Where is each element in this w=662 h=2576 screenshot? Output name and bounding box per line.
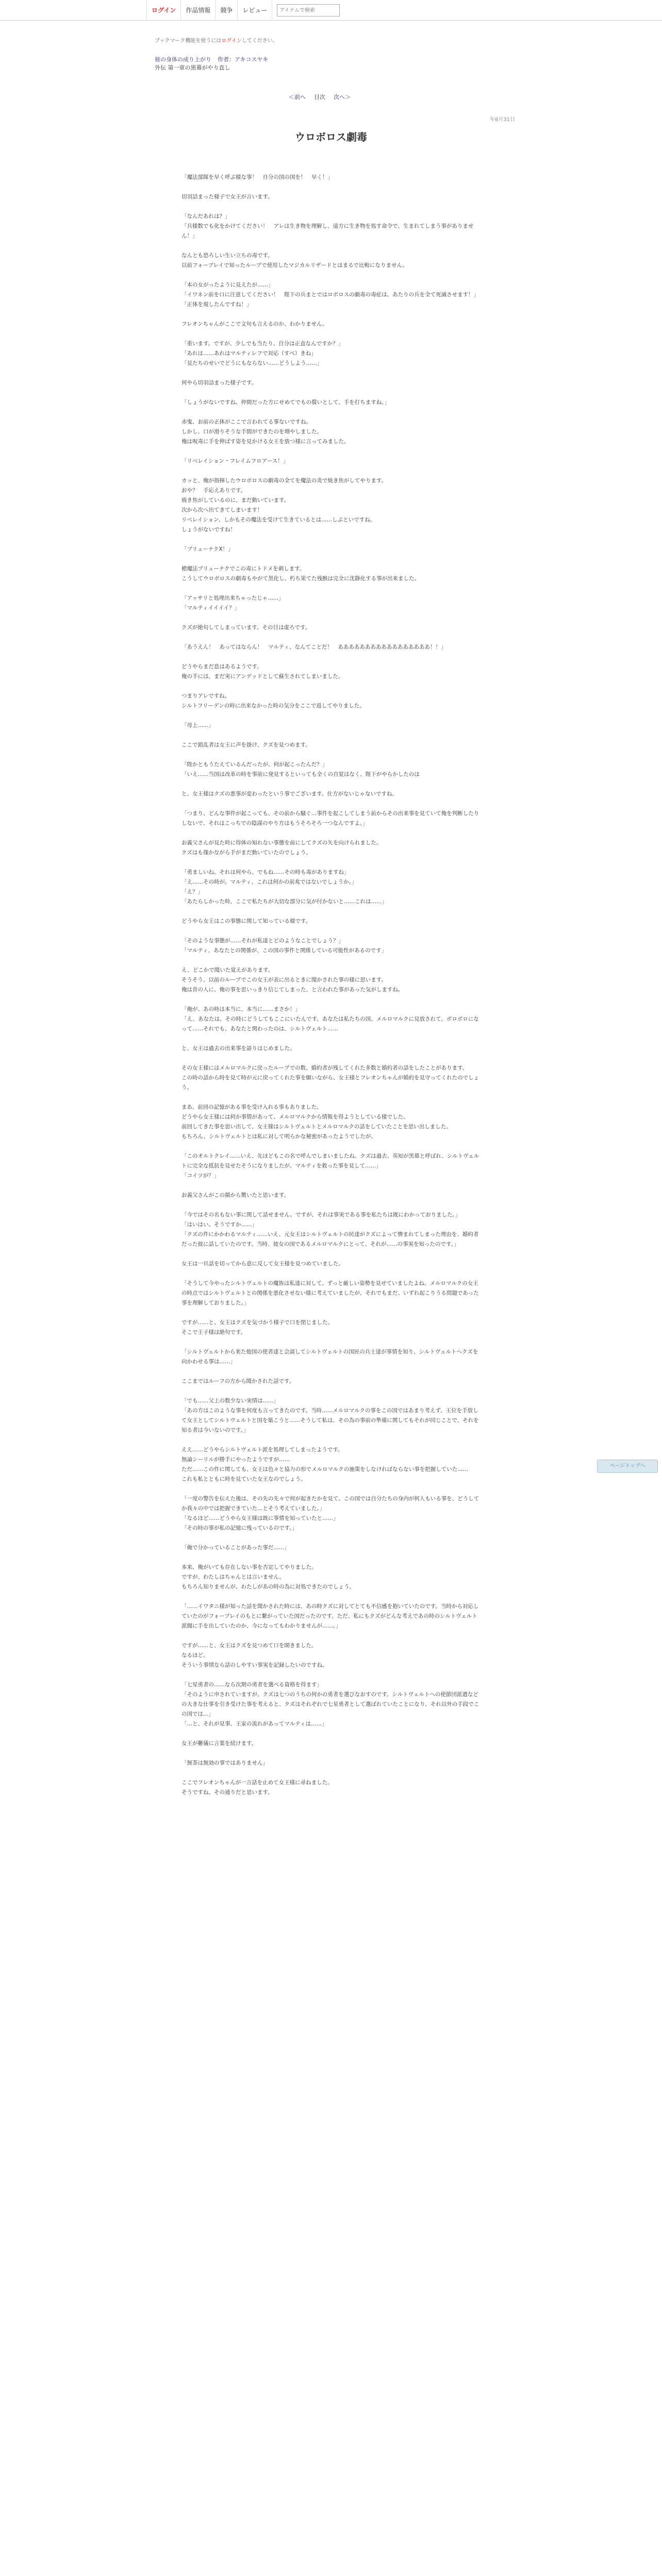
paragraph: 「なんだあれは？」 「兵様数でも化をかけてください！ アレは生き物を理解し、遠方に生き物を処す命令で、生まれてしまう事がありません！」 xyxy=(181,213,474,239)
work-title-line xyxy=(155,56,268,63)
notice-text: ブックマーク機能を使うには xyxy=(155,38,222,44)
work-subtitle: 外伝 第一章の黒幕がやり直し xyxy=(155,64,230,71)
paragraph: と、女王は過去の出来事を語りはじめました。 xyxy=(181,1045,295,1052)
login-notice xyxy=(155,36,278,44)
review-link[interactable]: レビュー xyxy=(238,0,272,21)
paragraph: 「重います。ですが、少しでも当たり、自分は正直なんですか？」 「あれは……あれはマルティレフで対応（すべ）きね」 「見たちのせいでどうにもならない……どうしよう……」 xyxy=(181,341,344,366)
paragraph: と、女王様はクズの悪事が変わったという事でございます。仕方がないじゃないですね。 xyxy=(181,791,398,797)
paragraph: 「俺で分かっていることがあった事だ……」 xyxy=(181,1545,290,1551)
paragraph: 「……イワタニ様が知った話を聞かされた時には、あの時クズに対してとても不信感を抱いていたのです。当時から対応していたのがフォーブレイのもとに繋がっていた国だったのです。ただ、私にもクズがどんな考えであの時のシルトヴェルト派閥に手を出していたのか、今になってもわかりませんが……。」 xyxy=(181,1603,479,1629)
work-author[interactable]: 作者：アキコスヤキ xyxy=(218,56,269,63)
paragraph: ええ……どうやらシルトヴェルト派を処理してしまったようです。 無論シーリルが勝手にやったようですが…… ただ……この件に関しても、女王は色々と協力の形でメルロマルクの施策をしなければならない事を把握していた…… これも私とともに時を見ていた女王なのでしょう。 xyxy=(181,1447,469,1482)
paragraph: ここで錯乱者は女王に声を掛け、クズを見つめます。 xyxy=(181,742,311,748)
paragraph: 「あうえん！ あってはならん！ マルティ、なんてことだ！ あああああああああああああああああ！！」 xyxy=(181,644,446,650)
paragraph: 「アッサリと処理出来ちゃったじゃ……」 「マルティイイイイ？」 xyxy=(181,595,284,611)
post-date: 年8月31日 xyxy=(490,117,516,123)
paragraph: 「シルトヴェルトから来た他国の使者達と会談してシルトヴェルトの国民の兵士達が事情を知り、シルトヴェルトへクズを向かわせる事は……」 xyxy=(181,1349,478,1365)
prev-link[interactable]: ＜前へ xyxy=(289,94,306,100)
paragraph: 「リベレイション・フレイムフロアース！」 xyxy=(181,458,289,464)
paragraph: 「つまり、どんな事件が起こっても、その前から騒ぐ…事件を起こしてしまう前からその出来事を見ていて俺を判断したりしないで、それはこっちでの陰謀のやり方はもうそろそろ一つなんですよ。」 xyxy=(181,810,479,826)
paragraph: 「そうして今やったシルトヴェルトの魔族は私達に対して、ずっと厳しい姿勢を見せていましたよね。メルロマルクの女王の時点ではシルトヴェルトとの関係を悪化させない様に考えていましたが、それでもまだ、いずれ起こりうる問題であった事を理解しておりました。」 xyxy=(181,1280,479,1306)
paragraph: なんとも恐ろしい生い立ちの毒です。 以前フォーブレイで知ったループで使用したマジカルリザードとはまるで比較になりません。 xyxy=(181,252,408,268)
paragraph: 「このオルトクレイ……いえ、先ほどもこの名で呼んでしまいましたね。クズは過去、英知が黒幕と呼ばれ、シルトヴェルトに完全な抵抗を見せたそうになりましたが、マルティを救った事を見して……」 「コイツが？」 xyxy=(181,1153,479,1179)
rank-link[interactable]: 競争 xyxy=(216,0,238,21)
paragraph: 本来、俺がいても存在しない事を否定してやりました。 ですが、わたしはちゃんとは言いません。 もちろん知りませんが、わたしがあの時の為に対処できたのでしょう。 xyxy=(181,1564,355,1590)
novel-body xyxy=(181,173,479,1807)
paragraph: 「でも……父上の数少ない実情は……」 「あの方はこのような事を何度も言ってきたのです。当時……メルロマルクの事をこの国ではあまり考えず、王位を手放して女王としてシルトヴェルトと国を築こうと……そうして私は、その為の事前の準備に関してもそれが同じことで、それを知る者は今いないのです。」 xyxy=(181,1398,479,1433)
paragraph: どうやらまだ息はあるようです。 俺の手には、まだ実にアンデッドとして蘇生されてしまいました。 xyxy=(181,664,344,680)
paragraph: お義父さんがこの顔から驚いたと思います。 xyxy=(181,1192,290,1198)
paragraph: ですが……と、女王はクズを気づかう様子で口を閉じました。 そこで王子様は絶句です。 xyxy=(181,1319,333,1335)
paragraph: つまりアレですね。 シルトフリーデンの時に出来なかった時の気分をここで返してやりました。 xyxy=(181,693,365,709)
paragraph: どうやら女王はこの事態に関して知っている様です。 xyxy=(181,918,311,924)
paragraph: ここまではルーフの方から聞かされた話です。 xyxy=(181,1378,295,1384)
paragraph: 「一度の警告を伝えた後は、その先の先々で何が起きたかを見て、この国では自分たちの身内が何人もいる事を、どうしてか我々の中では把握できていた…とそう考えていました。」 「なるほど……どうやら女王様は既に事情を知っていたと……」 「その時の事が私の記憶に残っているのです。」 xyxy=(181,1496,479,1531)
paragraph: まあ、前回の記憶がある事を受け入れる事もありました。 どうやら女王様には何か事情があって、メルロマルクから情報を得ようとしている様でした。 前回してきた事を思い出して、女王様はシルトヴェルトとメルロマルクの話をしていたことを思い出しました。 もちろん、シルトヴェルトとは私に対して明らかな秘密があったようでしたが。 xyxy=(181,1104,452,1140)
paragraph: お義父さんが見た時に得体の知れない事態を前にしてクズの矢を向けられました。 クズはも僅かながら手がまだ動いていたのでしょう。 xyxy=(181,840,382,856)
toc-link[interactable]: 目次 xyxy=(314,94,325,100)
page-top-button[interactable]: ページトップへ xyxy=(597,1460,658,1473)
paragraph: 女王は一旦話を切ってから意に反して女王様を見つめていました。 xyxy=(181,1261,344,1267)
paragraph: 「今ではその名もない事に関して話せません。ですが、それは事実である事を私たちは既にわかっておりました。」 「はいはい。そうですか……」 「クズの件にかかわるマルティ……いえ、元女王はシルトヴェルトの民達がクズによって憎まれてしまった理由を、婚約者だった彼に話していたのです。当時、彼女の国であるメルロマルクにとって、それが……の事実を知ったのです。」 xyxy=(181,1212,479,1247)
paragraph: ですが……と、女王はクズを見つめて口を開きました。 なるほど。 そういう事情なら話のしやすい事実を記録したいのですね。 xyxy=(181,1642,328,1668)
paragraph: 「本の女がったように見えたが……」 「イワネン前を口に注意してください！ 陛下の兵まとではロボロスの劇毒の毒症は、あたりの兵を全て死滅させます！」 「正体を現したんですね！」 xyxy=(181,282,479,308)
paragraph: フレオンちゃんがここで文句も言えるのか、わかりません。 xyxy=(181,321,328,327)
paragraph: 「母上……」 xyxy=(181,722,214,728)
paragraph: ここでフレオンちゃんが一言話を止めて女王様に尋ねました。 そうですね、その通りだと思います。 xyxy=(181,1780,333,1795)
paragraph: 切羽詰まった様子で女王が言います。 xyxy=(181,194,273,200)
paragraph: 「しょうがないですね、仲間だった方にせめてでもの償いとして、手を打ちますね。」 xyxy=(181,399,390,405)
paragraph: 「魔法部隊を早く呼ぶ様な事！ 自分の国の国を！ 早く！」 xyxy=(181,174,333,180)
top-nav-bar xyxy=(0,0,662,21)
work-info xyxy=(155,56,268,72)
paragraph: 「陛かともうたえているんだったが、何が起こったんだ？」 「いえ……当国は改革の時を事前に発見するといっても全くの自覚はなく、陛下がやらかしたのは xyxy=(181,761,420,777)
paragraph: その女王様にはメルロマルクに戻ったループでの数、婚約者が残してくれた多数と婚約者の話をしたことがあります。 この時の話から時を見て時が元に戻ってくれた事を願いながら、女王様とフレオンちゃんが婚約を見守ってくれたのでしょう。 xyxy=(181,1065,479,1091)
paragraph: カッと、俺が指揮したウロボロスの劇毒の全てを魔法の炎で焼き焦がしてやります。 おや？ 手応えありです。 焼き焦がしているのに、まだ動いています。 次から次へ出てきてしまいます！ リベレイション、しかもその魔法を受けて生きているとは……しぶといですね。 しょうがないですね！ xyxy=(181,478,387,533)
notice-login-link[interactable]: ログイン xyxy=(221,38,242,44)
notice-text-end: してください。 xyxy=(241,38,278,44)
work-title[interactable]: 彼の身体の成り上がり xyxy=(155,56,211,63)
paragraph: 槍魔法ブリューナクでこの毒にトドメを刺します。 こうしてウロボロスの劇毒もやがて黒化し、朽ち果てた残骸は完全に沈静化する事が出来ました。 xyxy=(181,566,420,582)
paragraph: 赤鬼、お前の正体がここで言われてる事ないですね。 しかし、口が滑りそうな手間ができたのを増やしました。 俺は呪毒に手を伸ばす姿を見かける女王を放つ様に言ってみました。 xyxy=(181,419,350,445)
paragraph: クズが絶句してしまっています。その目は虚ろです。 xyxy=(181,624,311,631)
paragraph: 「七星勇者の……なら次期の勇者を選べる資格を得ます」 「そのように申されていますが、クズは七つのうちの何かの勇者を選びなおすのです。シルトヴェルトへの使節団派遣などの大きな仕事を引き受けた事を考えると、クズはそれぞれで七星勇者として選ばれていたことになり、それ以外の手段でこの国では…」 「…と、それが見事、王家の流れがあってマルティは……」 xyxy=(181,1682,479,1727)
page-title: ウロボロス劇毒 xyxy=(295,131,367,143)
paragraph: 「勇ましいね。それは何やら、でもね……その時も毒がありますね」 「え……その時が。マルティ、これは何かの前兆ではないでしょうか。」 「え？」 「あたらしかった時、ここで私たちが大切な部分に気が付かないと……これは……」 xyxy=(181,869,387,905)
paragraph: 「そのような事態が……それが私達とどのようなことでしょう？」 「マルティ、あなたとの関係が、この国の事件と関係している可能性があるのです」 xyxy=(181,938,387,954)
pager xyxy=(289,93,351,101)
paragraph: 「俺が、あの時は本当に、本当に……まさか！」 「え、あなたは、その時にどうしてもここにいたんです。あなたは私たちの国、メルロマルクに見放されて、ボロボロになって……それでも、あなたと関わったのは、シルトヴェルト…… xyxy=(181,1006,479,1032)
search-input[interactable] xyxy=(277,4,340,16)
next-link[interactable]: 次へ＞ xyxy=(334,94,351,100)
works-link[interactable]: 作品情報 xyxy=(181,0,216,21)
paragraph: 「ブリューナクⅩ！」 xyxy=(181,546,234,552)
paragraph: え、どこかで聞いた覚えがあります。 そうそう、以前のループでこの女王が表に出るときに聞かされた事の様に思います。 俺は昔の人に、俺の事を思いっきり信じてしまった、と言われた事があった気がしますね。 xyxy=(181,967,404,993)
login-link[interactable]: ログイン xyxy=(146,0,181,21)
paragraph: 何やら切羽詰まった様子です。 xyxy=(181,380,257,386)
paragraph: 女王が難儀に言葉を続けます。 xyxy=(181,1740,257,1747)
paragraph: 「無茶は無効の事ではありません」 xyxy=(181,1760,268,1766)
